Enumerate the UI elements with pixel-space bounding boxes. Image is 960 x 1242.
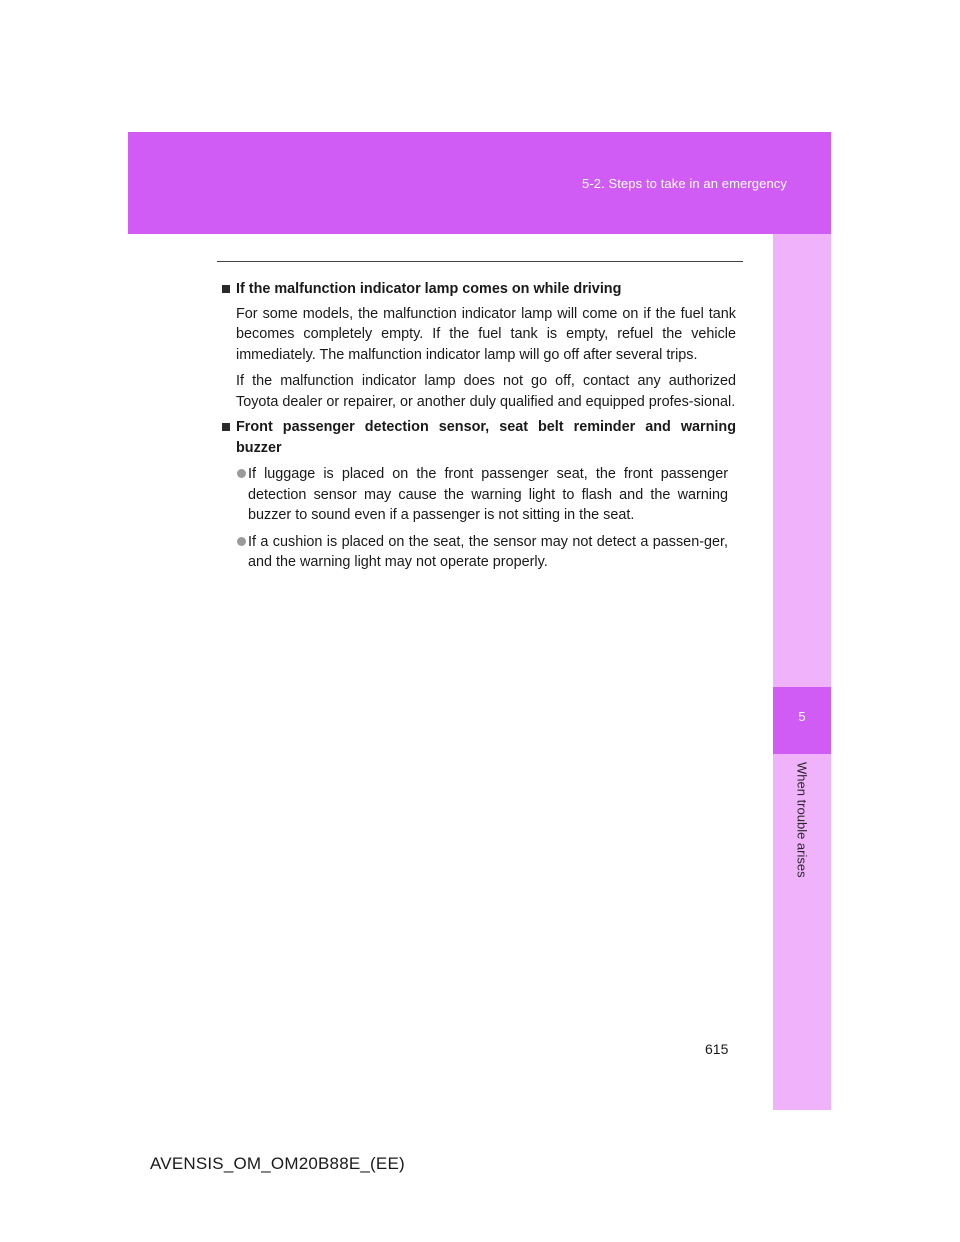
section-heading-text: Front passenger detection sensor, seat belt reminder and warning buzzer [236,419,736,456]
section-passenger-sensor [220,417,736,573]
paragraph: If the malfunction indicator lamp does not go off, contact any authorized Toyota dealer or repairer, or another duly qualified and equipped profes-sional. [236,373,736,410]
page-number: 615 [705,1041,729,1057]
round-bullet-icon [237,537,246,546]
chapter-title: When trouble arises [794,762,810,878]
round-bullet-icon [237,469,246,478]
section-malfunction-lamp [220,279,736,412]
chapter-number: 5 [798,709,806,724]
chapter-side-tab [773,234,831,1110]
section-heading [220,417,736,458]
top-rule [217,261,743,262]
document-code: AVENSIS_OM_OM20B88E_(EE) [150,1154,405,1173]
content-area [220,279,736,578]
paragraph: For some models, the malfunction indicator lamp will come on if the fuel tank becomes completely empty. If the fuel tank is empty, refuel the vehicle immediately. The malfunction indicator lamp will go off after several trips. [236,305,736,363]
square-bullet-icon [222,423,230,431]
section-heading-text: If the malfunction indicator lamp comes on while driving [236,281,622,297]
section-heading [220,279,736,300]
list-item-text: If luggage is placed on the front passenger seat, the front passenger detection sensor may cause the warning light to flash and the warning buzzer to sound even if a passenger is not sitting in the seat. [248,466,728,523]
list-item [220,532,736,573]
list-item-text: If a cushion is placed on the seat, the sensor may not detect a passen-ger, and the warning light may not operate properly. [248,533,728,570]
section-title: 5-2. Steps to take in an emergency [581,176,787,191]
square-bullet-icon [222,285,230,293]
list-item [220,464,736,526]
header-band [128,132,831,234]
chapter-number-box [773,687,831,754]
